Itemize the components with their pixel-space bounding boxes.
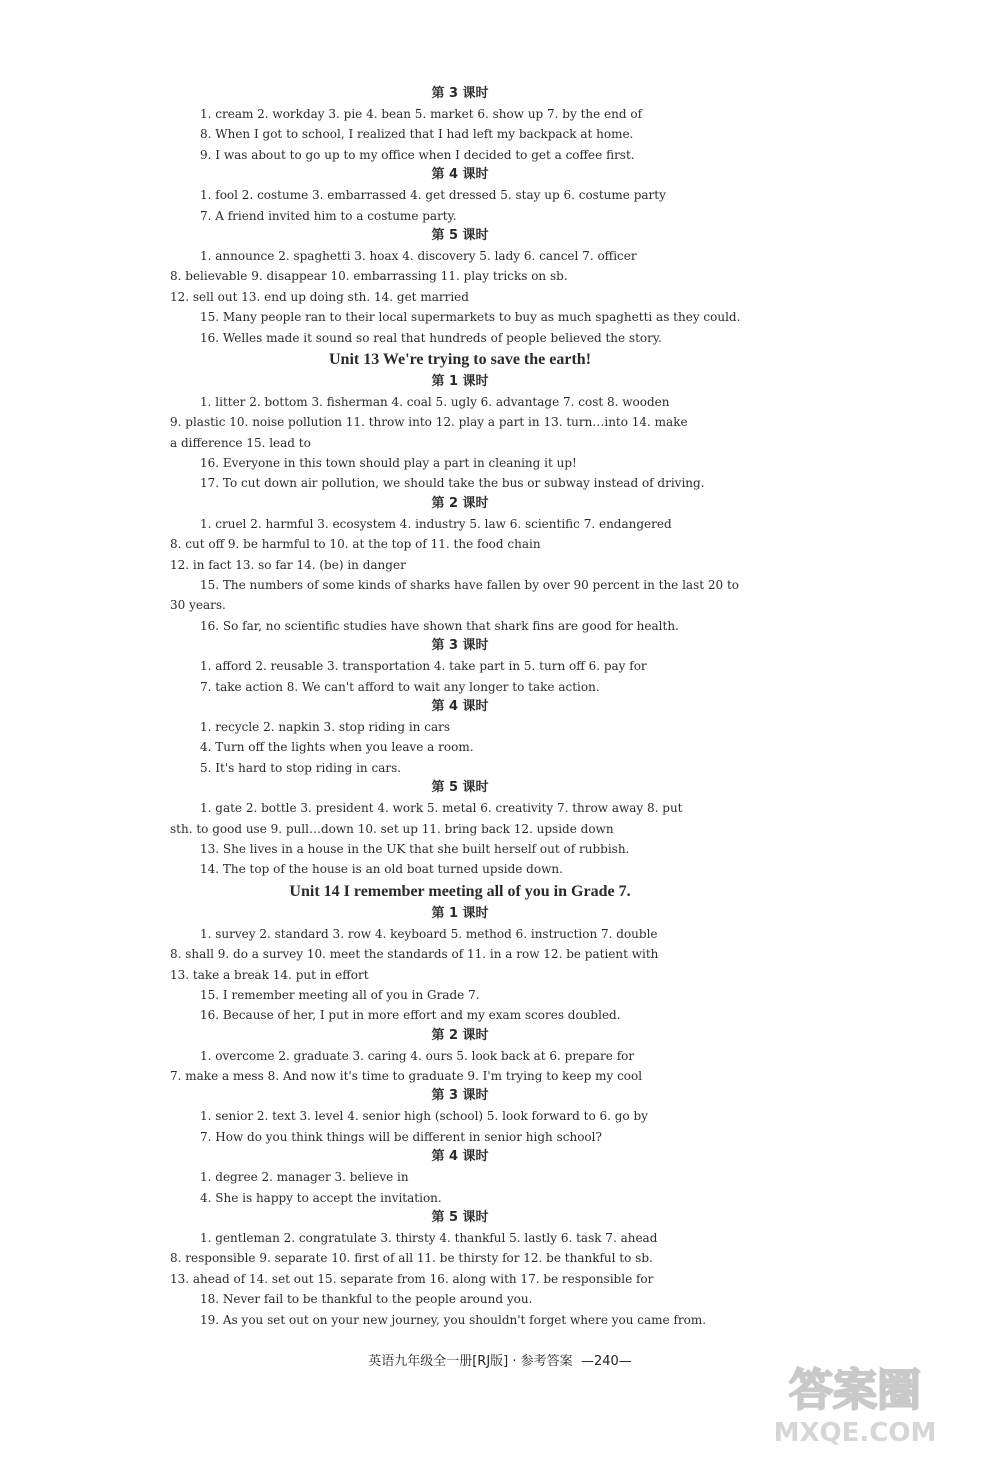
watermark-logo: [750, 1353, 960, 1449]
lesson-heading: 第 5 课时: [431, 780, 489, 796]
answer-line: 9. plastic 10. noise pollution 11. throw into 12. play a part in 13. turn…into 14. make: [170, 415, 688, 430]
watermark-url: MXQE.COM: [773, 1418, 937, 1448]
answer-line: 1. afford 2. reusable 3. transportation 4. take part in 5. turn off 6. pay for: [200, 659, 647, 674]
answer-line: 8. responsible 9. separate 10. first of all 11. be thirsty for 12. be thankful to sb.: [170, 1251, 653, 1266]
answer-line: 15. Many people ran to their local supermarkets to buy as much spaghetti as they could.: [200, 310, 741, 325]
answer-line: 1. gate 2. bottle 3. president 4. work 5. metal 6. creativity 7. throw away 8. put: [200, 801, 683, 816]
answer-line: 1. cream 2. workday 3. pie 4. bean 5. market 6. show up 7. by the end of: [200, 107, 643, 121]
answer-line: 7. A friend invited him to a costume party.: [200, 208, 457, 223]
answer-line: 1. recycle 2. napkin 3. stop riding in cars: [200, 719, 450, 734]
unit-heading: Unit 14 I remember meeting all of you in Grade 7.: [289, 882, 631, 900]
footer-label: 参考答案: [520, 1354, 573, 1369]
answer-line: 1. litter 2. bottom 3. fisherman 4. coal 5. ugly 6. advantage 7. cost 8. wooden: [200, 394, 670, 409]
answer-line: 12. sell out 13. end up doing sth. 14. get married: [170, 289, 469, 304]
answer-line: 1. gentleman 2. congratulate 3. thirsty 4. thankful 5. lastly 6. task 7. ahead: [200, 1231, 658, 1246]
answer-line: 7. make a mess 8. And now it's time to graduate 9. I'm trying to keep my cool: [170, 1069, 643, 1084]
answer-line: 7. How do you think things will be different in senior high school?: [200, 1129, 602, 1144]
answer-line: 9. I was about to go up to my office when I decided to get a coffee first.: [200, 147, 635, 162]
lesson-heading: 第 3 课时: [431, 86, 489, 101]
answer-line: 14. The top of the house is an old boat turned upside down.: [200, 862, 563, 877]
answer-line: 1. cruel 2. harmful 3. ecosystem 4. industry 5. law 6. scientific 7. endangered: [200, 516, 672, 531]
answer-line: 17. To cut down air pollution, we should take the bus or subway instead of driving.: [200, 476, 705, 491]
lesson-heading: 第 5 课时: [431, 1210, 489, 1226]
answer-line: 8. believable 9. disappear 10. embarrassing 11. play tricks on sb.: [170, 269, 568, 284]
answer-line: 16. Everyone in this town should play a part in cleaning it up!: [200, 456, 577, 471]
answer-line: 1. announce 2. spaghetti 3. hoax 4. discovery 5. lady 6. cancel 7. officer: [200, 248, 637, 263]
answer-line: 13. take a break 14. put in effort: [170, 967, 369, 982]
watermark-text: 答案圈: [789, 1365, 921, 1416]
answer-line: 30 years.: [170, 598, 226, 613]
answer-line: 15. I remember meeting all of you in Grade 7.: [200, 987, 480, 1002]
answer-line: a difference 15. lead to: [170, 435, 311, 450]
lesson-heading: 第 4 课时: [431, 167, 489, 183]
answer-line: 1. overcome 2. graduate 3. caring 4. ours 5. look back at 6. prepare for: [200, 1048, 635, 1063]
answer-line: 19. As you set out on your new journey, you shouldn't forget where you came from.: [200, 1312, 707, 1327]
answer-line: 16. So far, no scientific studies have shown that shark fins are good for health.: [200, 618, 679, 633]
answer-line: 18. Never fail to be thankful to the people around you.: [200, 1292, 533, 1307]
lesson-heading: 第 4 课时: [431, 1149, 489, 1165]
page-number: —240—: [580, 1354, 632, 1369]
answer-line: 16. Welles made it sound so real that hundreds of people believed the story.: [200, 330, 662, 345]
footer-separator: ·: [508, 1354, 521, 1369]
lesson-heading: 第 5 课时: [431, 227, 489, 243]
answer-line: 13. She lives in a house in the UK that she built herself out of rubbish.: [200, 841, 630, 856]
lesson-heading: 第 3 课时: [431, 638, 489, 654]
lesson-heading: 第 1 课时: [431, 905, 489, 921]
answer-line: 8. shall 9. do a survey 10. meet the standards of 11. in a row 12. be patient with: [170, 947, 659, 962]
unit-heading: Unit 13 We're trying to save the earth!: [328, 350, 592, 368]
answer-line: 13. ahead of 14. set out 15. separate from 16. along with 17. be responsible for: [170, 1271, 654, 1286]
lesson-heading: 第 2 课时: [431, 1027, 489, 1043]
answer-line: 1. fool 2. costume 3. embarrassed 4. get dressed 5. stay up 6. costume party: [200, 188, 666, 203]
answer-key-content: [170, 84, 750, 1330]
answer-line: 1. senior 2. text 3. level 4. senior high (school) 5. look forward to 6. go by: [200, 1109, 648, 1124]
answer-line: 12. in fact 13. so far 14. (be) in danger: [170, 557, 406, 572]
answer-line: 8. cut off 9. be harmful to 10. at the top of 11. the food chain: [170, 537, 541, 552]
answer-line: 5. It's hard to stop riding in cars.: [200, 760, 402, 775]
answer-line: sth. to good use 9. pull…down 10. set up 11. bring back 12. upside down: [170, 821, 614, 836]
lesson-heading: 第 1 课时: [431, 373, 489, 389]
answer-line: 16. Because of her, I put in more effort and my exam scores doubled.: [200, 1008, 621, 1023]
footer-book-title: 英语九年级全一册[RJ版]: [368, 1354, 509, 1369]
lesson-heading: 第 3 课时: [431, 1088, 489, 1104]
answer-line: 4. Turn off the lights when you leave a room.: [200, 740, 474, 755]
answer-line: 4. She is happy to accept the invitation.: [200, 1190, 442, 1205]
answer-line: 15. The numbers of some kinds of sharks have fallen by over 90 percent in the last 20 to: [200, 578, 740, 593]
answer-line: 8. When I got to school, I realized that I had left my backpack at home.: [200, 127, 634, 142]
answer-line: 7. take action 8. We can't afford to wait any longer to take action.: [200, 679, 600, 694]
lesson-heading: 第 4 课时: [431, 698, 489, 714]
answer-line: 1. survey 2. standard 3. row 4. keyboard 5. method 6. instruction 7. double: [200, 926, 658, 941]
answer-line: 1. degree 2. manager 3. believe in: [200, 1170, 409, 1185]
lesson-heading: 第 2 课时: [431, 495, 489, 511]
